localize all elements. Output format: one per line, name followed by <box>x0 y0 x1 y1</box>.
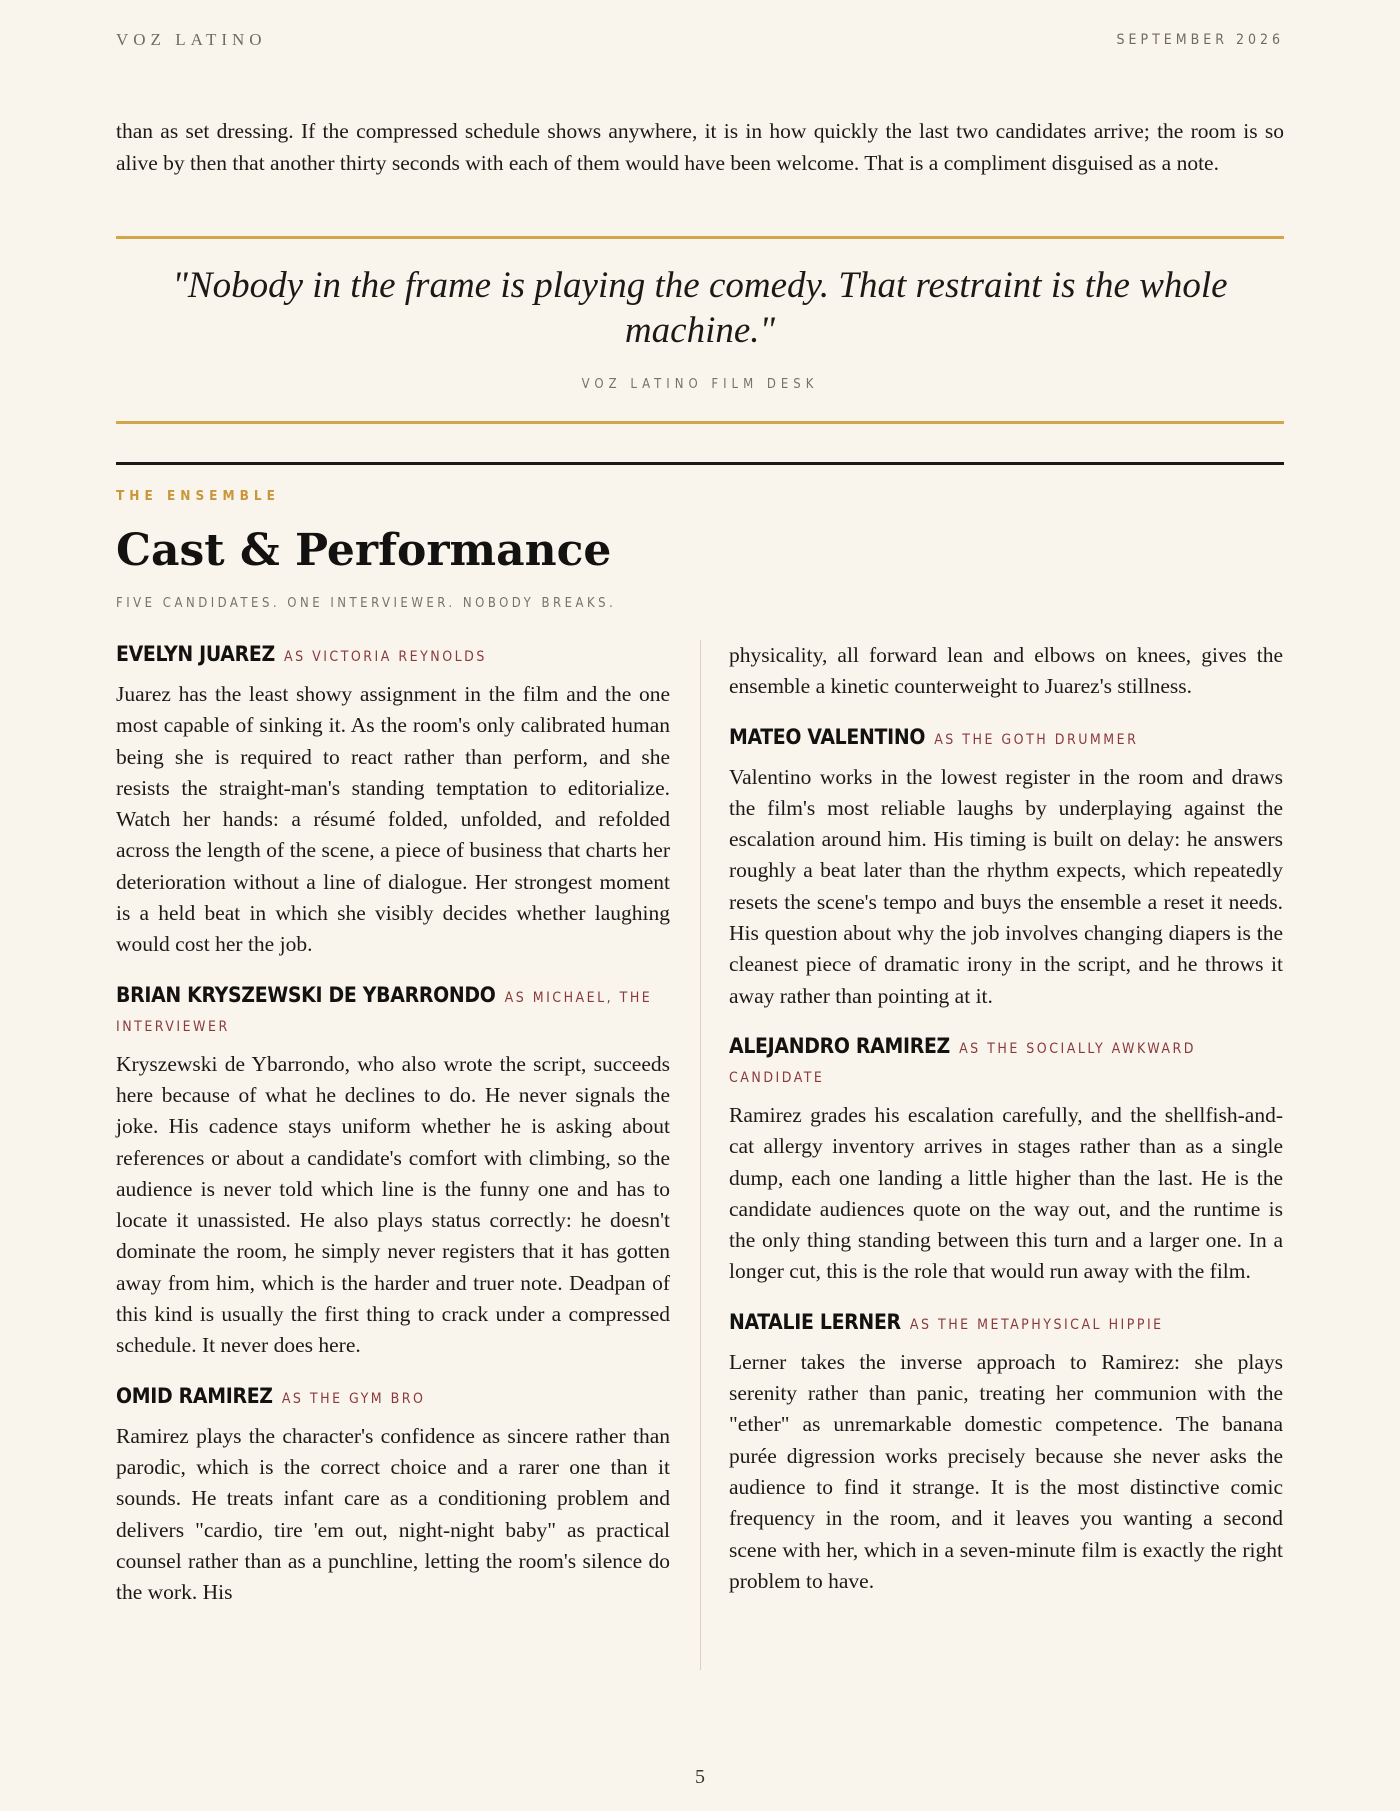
masthead: VOZ LATINO <box>116 30 267 49</box>
role-name: AS VICTORIA REYNOLDS <box>283 649 487 665</box>
cast-name-line <box>116 640 670 671</box>
section-divider <box>116 462 1284 465</box>
cast-name-line <box>116 981 670 1041</box>
role-name: AS THE GOTH DRUMMER <box>934 731 1139 748</box>
section-kicker: THE ENSEMBLE <box>116 488 280 504</box>
role-name: AS THE METAPHYSICAL HIPPIE <box>909 1316 1164 1333</box>
issue-date: SEPTEMBER 2026 <box>1116 32 1284 48</box>
cast-entry-brian-kryszewski <box>116 981 670 1362</box>
cast-entry-alejandro-ramirez <box>729 1032 1283 1288</box>
page-header <box>116 28 1284 52</box>
cast-review-text: Valentino works in the lowest register in the room and draws the film's most reliable laughs by underplaying against the escalation around him. His timing is built on delay: he answers roughly a beat later than the rhythm expects, which repeatedly resets the scene's tempo and buys the ensemble a reset it needs. His question about why the job involves changing diapers is the cleanest piece of dramatic irony in the script, and he throws it away rather than pointing at it. <box>729 764 1283 1008</box>
left-column <box>116 640 670 1628</box>
cast-name-line <box>729 723 1283 754</box>
cast-entry-natalie-lerner <box>729 1308 1283 1597</box>
pull-quote-source: VOZ LATINO FILM DESK <box>581 377 819 392</box>
cast-entry-continuation <box>729 640 1283 703</box>
actor-name: OMID RAMIREZ <box>116 1383 273 1408</box>
actor-name: MATEO VALENTINO <box>729 724 926 749</box>
cast-review-text: Ramirez grades his escalation carefully, and the shellfish-and-cat allergy inventory arrives in stages rather than as a single dump, each one landing a little higher than the last. He is the candidate audiences quote on the way out, and the runtime is the only thing standing between this turn and a larger one. In a longer cut, this is the role that would run away with the film. <box>729 1102 1283 1284</box>
column-divider <box>700 640 701 1670</box>
page-number: 5 <box>695 1766 705 1788</box>
cast-review-text-continued: physicality, all forward lean and elbows on knees, gives the ensemble a kinetic counterweight to Juarez's stillness. <box>729 643 1283 699</box>
actor-name: BRIAN KRYSZEWSKI DE YBARRONDO <box>116 982 496 1007</box>
actor-name: EVELYN JUAREZ <box>116 642 275 666</box>
role-name: AS THE SOCIALLY AWKWARD CANDIDATE <box>729 1040 1196 1086</box>
cast-entry-evelyn-juarez <box>116 640 670 961</box>
actor-name: NATALIE LERNER <box>729 1309 901 1334</box>
cast-review-text: Juarez has the least showy assignment in the film and the one most capable of sinking it. As the room's only calibrated human being she is required to react rather than perform, and she resists the straight-man's standing temptation to editorialize. Watch her hands: a résumé folded, unfolded, and refolded across the length of the scene, a piece of business that charts her deterioration without a line of dialogue. Her strongest moment is a held beat in which she visibly decides whether laughing would cost her the job. <box>116 682 670 957</box>
cast-review-text: Kryszewski de Ybarrondo, who also wrote the script, succeeds here because of what he declines to do. He never signals the joke. His cadence stays uniform whether he is asking about references or about a candidate's comfort with climbing, so the audience is never told which line is the funny one and has to locate it unassisted. He also plays status correctly: he doesn't dominate the room, he simply never registers that it has gotten away from him, which is the harder and truer note. Deadpan of this kind is usually the first thing to crack under a compressed schedule. It never does here. <box>116 1051 670 1358</box>
cast-columns <box>116 640 1284 1676</box>
cast-review-text: Ramirez plays the character's confidence as sincere rather than parodic, which is the correct choice and a rarer one than it sounds. He treats infant care as a conditioning problem and delivers "cardio, tire 'em out, night-night baby" as practical counsel rather than as a punchline, letting the room's silence do the work. His <box>116 1423 670 1605</box>
right-column <box>729 640 1283 1617</box>
pull-quote <box>116 236 1284 424</box>
cast-name-line <box>116 1382 670 1413</box>
section-title: Cast & Performance <box>116 525 612 576</box>
section-dek: FIVE CANDIDATES. ONE INTERVIEWER. NOBODY BREAKS. <box>116 596 617 611</box>
lead-paragraph: than as set dressing. If the compressed schedule shows anywhere, it is in how quickly the last two candidates arrive; the room is so alive by then that another thirty seconds with each of them would have been welcome. That is a compliment disguised as a note. <box>116 119 1284 175</box>
cast-entry-omid-ramirez <box>116 1382 670 1609</box>
pull-quote-text: "Nobody in the frame is playing the comedy. That restraint is the whole machine." <box>172 265 1228 351</box>
role-name: AS THE GYM BRO <box>281 1390 426 1407</box>
cast-name-line <box>729 1308 1283 1339</box>
cast-review-text: Lerner takes the inverse approach to Ramirez: she plays serenity rather than panic, treating her communion with the "ether" as unremarkable domestic competence. The banana purée digression works precisely because she never asks the audience to find it strange. It is the most distinctive comic frequency in the room, and it leaves you wanting a second scene with her, which in a seven-minute film is exactly the right problem to have. <box>729 1349 1283 1593</box>
actor-name: ALEJANDRO RAMIREZ <box>729 1033 950 1058</box>
role-name: AS MICHAEL, THE INTERVIEWER <box>116 989 653 1035</box>
cast-name-line <box>729 1032 1283 1092</box>
cast-entry-mateo-valentino <box>729 723 1283 1012</box>
